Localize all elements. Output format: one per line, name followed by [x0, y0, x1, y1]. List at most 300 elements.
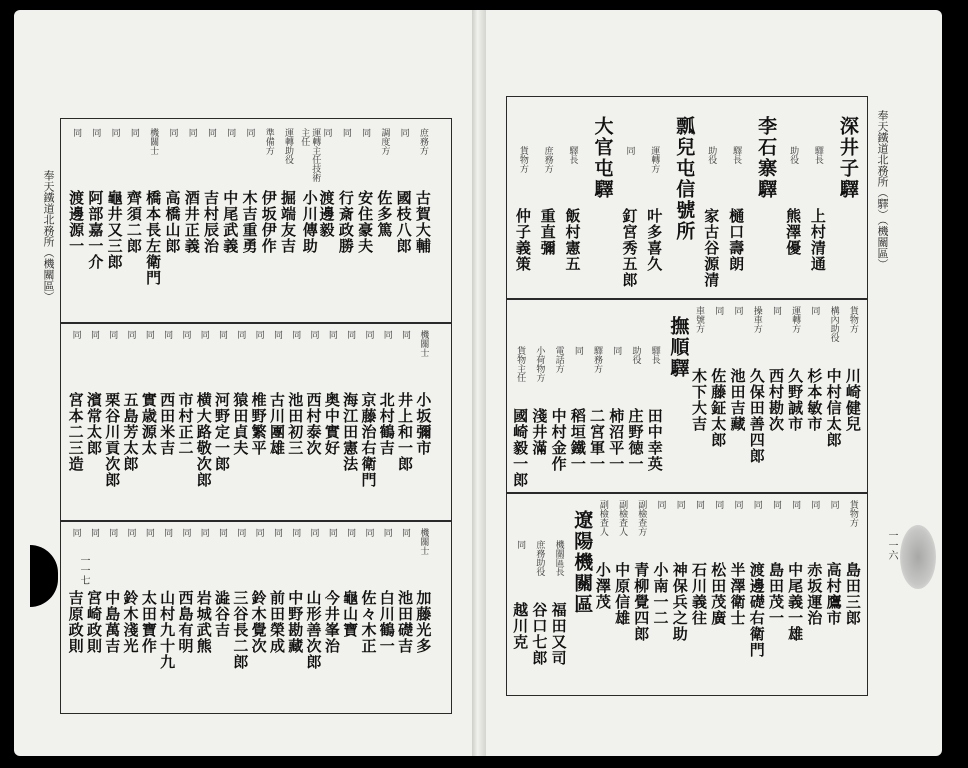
directory-entry [767, 500, 784, 626]
entry-name: 仲子義策 [513, 208, 532, 272]
right-section-divider-1 [506, 298, 868, 300]
entry-name: 池田初三 [286, 392, 305, 456]
entry-title: 副檢査人 [617, 500, 628, 536]
entry-title: 運轉助役 [283, 128, 294, 164]
directory-entry [86, 128, 103, 270]
entry-title: 同 [180, 528, 191, 537]
entry-name: 古川團雄 [267, 392, 286, 456]
directory-entry [414, 128, 431, 254]
entry-title: 同 [162, 528, 173, 537]
directory-entry [286, 330, 303, 456]
directory-entry [241, 128, 258, 254]
entry-name: 猿田貞夫 [231, 392, 250, 456]
entry-name: 安住豪夫 [356, 190, 375, 254]
entry-title: 助役 [630, 346, 641, 364]
entry-title: 同 [345, 528, 356, 537]
entry-title: 同 [107, 330, 118, 339]
entry-title: 驛長 [731, 146, 742, 164]
entry-name: 前田榮成 [267, 590, 286, 654]
entry-title: 構內助役 [828, 306, 839, 342]
entry-name: 熊澤優 [784, 208, 803, 256]
entry-name: 三谷長二郎 [231, 590, 250, 670]
entry-name: 行斎政勝 [336, 190, 355, 254]
directory-entry [140, 330, 157, 456]
directory-entry [195, 528, 212, 654]
directory-entry [844, 306, 861, 432]
entry-title: 貨物方 [517, 146, 528, 173]
entry-name: 半澤衛士 [728, 562, 747, 626]
directory-entry [728, 306, 745, 432]
directory-entry [632, 500, 649, 642]
entry-name: 井上和一郎 [396, 392, 415, 472]
entry-name: 石川義往 [690, 562, 708, 626]
directory-entry [122, 528, 139, 654]
entry-name: 久保田善四郎 [747, 368, 766, 464]
entry-name: 樋口壽朗 [727, 208, 746, 272]
directory-entry [594, 500, 611, 610]
entry-name: 宮本二三造 [66, 392, 85, 472]
entry-title: 同 [290, 528, 301, 537]
entry-title: 同 [515, 540, 526, 549]
directory-entry [786, 500, 803, 642]
directory-entry [176, 528, 193, 654]
entry-title: 同 [180, 330, 191, 339]
directory-entry [125, 128, 142, 254]
entry-name: 赤坂運治 [805, 562, 824, 626]
entry-title: 同 [271, 528, 282, 537]
entry-name: 佐々木正 [359, 590, 378, 654]
entry-title: 同 [235, 528, 246, 537]
directory-entry [414, 330, 431, 456]
directory-entry [122, 330, 139, 472]
entry-name: 渡邊毅 [317, 190, 336, 238]
directory-entry [514, 146, 531, 272]
entry-title: 同 [271, 330, 282, 339]
entry-title: 同 [125, 330, 136, 339]
entry-title: 同 [70, 528, 81, 537]
directory-entry [341, 330, 358, 472]
entry-title: 同 [400, 528, 411, 537]
entry-title: 機關區長 [553, 540, 564, 576]
entry-name: 加藤光多 [414, 590, 433, 654]
entry-name: 橋本長左衛門 [144, 190, 163, 286]
page-stain [900, 525, 936, 589]
entry-title: 副檢查方 [636, 500, 647, 536]
entry-name: 飯村憲五 [563, 208, 582, 272]
entry-name: 中尾義一雄 [786, 562, 805, 642]
entry-title: 同 [186, 128, 197, 137]
directory-entry [231, 330, 248, 456]
entry-name: 柿沼平一 [607, 408, 626, 472]
directory-entry [396, 330, 413, 472]
entry-title: 機關士 [418, 330, 429, 357]
entry-title: 同 [809, 500, 820, 509]
entry-title: 同 [770, 500, 781, 509]
entry-title: 車號方 [694, 306, 704, 333]
entry-title: 同 [624, 146, 635, 155]
entry-title: 同 [205, 128, 216, 137]
directory-entry [144, 128, 161, 286]
entry-name: 中原信雄 [613, 562, 632, 626]
directory-entry [356, 128, 373, 254]
entry-name: 叶多喜久 [645, 208, 664, 272]
entry-name: 谷口七郎 [530, 602, 549, 666]
directory-entry [250, 330, 267, 456]
directory-entry [268, 330, 285, 456]
entry-name: 椎野繁平 [249, 392, 268, 456]
entry-title: 準備方 [263, 128, 274, 155]
entry-name: 酒井正義 [182, 190, 201, 254]
entry-name: 中尾武義 [221, 190, 240, 254]
entry-name: 神保兵之助 [670, 562, 689, 642]
entry-name: 上村清通 [808, 208, 827, 272]
entry-name: 國枝八郎 [394, 190, 413, 254]
directory-entry [805, 500, 822, 626]
directory-entry [805, 306, 822, 432]
station-heading: 撫順驛 [667, 316, 690, 379]
entry-title: 同 [732, 306, 743, 315]
directory-entry [550, 346, 567, 472]
left-page-number: 一一七 [78, 555, 89, 585]
directory-entry [106, 128, 123, 270]
entry-name: 池田礎吉 [396, 590, 415, 654]
entry-name: 杉本敏市 [805, 368, 824, 432]
entry-title: 同 [128, 128, 139, 137]
directory-entry [825, 306, 842, 448]
entry-title: 同 [674, 500, 685, 509]
directory-entry [260, 128, 277, 254]
directory-entry [748, 306, 765, 464]
entry-name: 中島萬吉 [103, 590, 122, 654]
entry-name: 澁谷吉 [213, 590, 232, 638]
entry-title: 同 [809, 306, 820, 315]
directory-entry [305, 330, 322, 456]
directory-entry [103, 330, 120, 488]
directory-entry [702, 146, 719, 288]
directory-entry [85, 330, 102, 456]
directory-entry [298, 128, 320, 254]
directory-entry [767, 306, 784, 432]
left-header-text: 奉天鐵道北務所 [42, 170, 55, 247]
entry-title: 同 [381, 330, 392, 339]
directory-entry [588, 346, 605, 472]
entry-title: 同 [198, 528, 209, 537]
directory-entry [103, 528, 120, 654]
entry-name: 青柳覺四郎 [632, 562, 651, 642]
entry-title: 同 [363, 330, 374, 339]
entry-name: 川崎健兒 [843, 368, 862, 432]
entry-title: 庶務助役 [534, 540, 545, 576]
entry-title: 同 [217, 528, 228, 537]
entry-name: 木下大吉 [690, 368, 708, 432]
directory-entry [341, 528, 358, 638]
entry-name: 松田茂廣 [709, 562, 728, 626]
directory-entry [396, 528, 413, 654]
directory-entry [395, 128, 412, 254]
entry-name: 鈴木覺次 [249, 590, 268, 654]
directory-entry [140, 528, 157, 654]
entry-title: 同 [143, 330, 154, 339]
entry-title: 同 [751, 500, 762, 509]
entry-title: 同 [360, 128, 371, 137]
directory-entry [620, 146, 637, 288]
entry-title: 同 [290, 330, 301, 339]
directory-entry [67, 330, 84, 472]
entry-name: 龜山寶 [341, 590, 360, 638]
entry-title: 機關士 [148, 128, 159, 155]
entry-name: 白川鶴一 [377, 590, 396, 654]
entry-title: 同 [225, 128, 236, 137]
directory-entry [202, 128, 219, 254]
entry-title: 同 [244, 128, 255, 137]
directory-entry [279, 128, 296, 254]
directory-entry [158, 330, 175, 456]
directory-entry [563, 146, 580, 272]
entry-name: 實歳源太 [139, 392, 158, 456]
entry-name: 渡邊源一 [67, 190, 86, 254]
entry-title: 同 [611, 346, 622, 355]
directory-entry [323, 528, 340, 654]
entry-title: 同 [167, 128, 178, 137]
directory-entry [844, 500, 861, 626]
entry-name: 今井峯治 [322, 590, 341, 654]
entry-title: 同 [398, 128, 409, 137]
entry-name: 淺井滿 [530, 408, 549, 456]
right-header-text: 奉天鐵道北務所 [876, 110, 889, 187]
entry-title: 同 [572, 346, 583, 355]
entry-name: 鈴木淺光 [121, 590, 140, 654]
directory-entry [690, 306, 707, 432]
entry-title: 同 [732, 500, 743, 509]
entry-name: 奥中實好 [322, 392, 341, 456]
entry-title: 同 [400, 330, 411, 339]
directory-entry [809, 146, 826, 272]
entry-name: 小南一二 [651, 562, 670, 626]
entry-name: 重直彌 [538, 208, 557, 256]
entry-name: 久野誠市 [786, 368, 805, 432]
station-heading: 遼陽機關區 [571, 510, 594, 615]
directory-entry [627, 346, 644, 472]
station-heading: 深井子驛 [836, 116, 859, 200]
entry-name: 山形善次郎 [304, 590, 323, 670]
entry-name: 阿部嘉一介 [86, 190, 105, 270]
directory-entry [511, 540, 528, 650]
entry-title: 同 [655, 500, 666, 509]
entry-name: 伊坂伊作 [259, 190, 278, 254]
directory-entry [337, 128, 354, 254]
directory-entry [690, 500, 707, 626]
entry-name: 吉原政則 [66, 590, 85, 654]
entry-name: 太田寶作 [139, 590, 158, 654]
directory-entry [825, 500, 842, 626]
entry-name: 古賀大輔 [413, 190, 432, 254]
entry-name: 田中幸英 [645, 408, 664, 472]
directory-entry [85, 528, 102, 654]
entry-name: 釘宮秀五郎 [620, 208, 639, 288]
directory-entry [530, 346, 547, 456]
entry-name: 庄野徳一 [626, 408, 645, 472]
entry-title: 驛長 [649, 346, 660, 364]
entry-name: 福田又司 [549, 602, 568, 666]
entry-name: 濱常太郎 [84, 392, 103, 456]
entry-title: 運轉方 [790, 306, 801, 333]
entry-title: 驛長 [567, 146, 578, 164]
entry-title: 驛務方 [592, 346, 603, 373]
directory-entry [323, 330, 340, 456]
directory-entry [268, 528, 285, 654]
entry-name: 高村鷹市 [824, 562, 843, 626]
entry-title: 同 [162, 330, 173, 339]
entry-title: 同 [70, 330, 81, 339]
entry-title: 電話方 [553, 346, 564, 373]
entry-name: 岩城武熊 [194, 590, 213, 654]
directory-entry [305, 528, 322, 670]
entry-name: 國崎毅一郎 [511, 408, 530, 488]
entry-title: 同 [308, 330, 319, 339]
entry-name: 島田三郎 [843, 562, 862, 626]
directory-entry [67, 528, 84, 654]
directory-entry [748, 500, 765, 658]
entry-name: 二宮軍一 [588, 408, 607, 472]
directory-entry [378, 528, 395, 654]
entry-title: 助役 [706, 146, 717, 164]
entry-title: 同 [235, 330, 246, 339]
directory-entry [250, 528, 267, 654]
entry-name: 山村九十九 [158, 590, 177, 670]
right-running-header [874, 110, 890, 270]
entry-name: 西村泰次 [304, 392, 323, 456]
station-heading: 李石寨驛 [755, 116, 778, 200]
entry-title: 同 [143, 528, 154, 537]
directory-entry [286, 528, 303, 654]
entry-name: 河野定一郎 [213, 392, 232, 472]
directory-entry [607, 346, 624, 472]
entry-title: 同 [326, 528, 337, 537]
entry-title: 貨物主任 [515, 346, 526, 382]
directory-entry [646, 346, 663, 472]
directory-entry [784, 146, 801, 256]
entry-name: 市村正二 [176, 392, 195, 456]
entry-title: 同 [253, 528, 264, 537]
left-header-note: （機關區） [42, 247, 55, 302]
entry-name: 渡邊礎右衛門 [747, 562, 766, 658]
entry-name: 栗谷川貢次郎 [103, 392, 122, 488]
station-heading: 瓢兒屯信號所 [673, 116, 696, 242]
entry-name: 掘端友吉 [279, 190, 298, 254]
station-heading: 大官屯驛 [591, 116, 614, 200]
entry-name: 宮崎政則 [84, 590, 103, 654]
entry-title: 小荷物方 [534, 346, 545, 382]
directory-entry [183, 128, 200, 254]
entry-title: 副檢査人 [597, 500, 608, 536]
directory-entry [359, 528, 376, 654]
entry-name: 稻垣鐵一 [568, 408, 587, 472]
directory-entry [213, 330, 230, 472]
entry-title: 同 [713, 306, 724, 315]
entry-title: 同 [770, 306, 781, 315]
entry-name: 西村勘次 [766, 368, 785, 432]
entry-title: 庶務方 [417, 128, 428, 155]
entry-name: 小坂彌市 [414, 392, 433, 456]
entry-title: 同 [107, 528, 118, 537]
entry-name: 西島有明 [176, 590, 195, 654]
directory-entry [550, 540, 567, 666]
entry-title: 同 [217, 330, 228, 339]
entry-name: 西田米吉 [158, 392, 177, 456]
entry-title: 同 [321, 128, 332, 137]
entry-title: 庶務方 [542, 146, 553, 173]
entry-title: 驛長 [812, 146, 823, 164]
directory-entry [728, 500, 745, 626]
directory-entry [569, 346, 586, 472]
directory-entry [359, 330, 376, 488]
directory-entry [727, 146, 744, 272]
left-running-header [40, 170, 56, 302]
entry-name: 吉村辰治 [201, 190, 220, 254]
entry-name: 池田吉藏 [728, 368, 747, 432]
directory-entry [671, 500, 688, 642]
entry-title: 同 [828, 500, 839, 509]
entry-title: 同 [326, 330, 337, 339]
directory-entry [213, 528, 230, 638]
entry-title: 同 [88, 330, 99, 339]
directory-entry [414, 528, 431, 654]
book-spine [472, 10, 486, 756]
entry-title: 貨物方 [847, 306, 858, 333]
entry-name: 越川克 [511, 602, 530, 650]
entry-name: 木吉重勇 [240, 190, 259, 254]
entry-name: 高橋山郎 [163, 190, 182, 254]
directory-entry [539, 146, 556, 256]
directory-entry [709, 306, 726, 448]
right-page-number: 一一六 [886, 530, 897, 560]
entry-title: 同 [790, 500, 801, 509]
entry-title: 機關士 [418, 528, 429, 555]
entry-title: 同 [363, 528, 374, 537]
entry-name: 龜井又三郎 [105, 190, 124, 270]
directory-entry [375, 128, 392, 238]
entry-title: 同 [345, 330, 356, 339]
entry-title: 同 [713, 500, 724, 509]
directory-entry [652, 500, 669, 626]
entry-title: 貨物方 [847, 500, 858, 527]
entry-title: 同 [125, 528, 136, 537]
directory-entry [176, 330, 193, 456]
directory-entry [786, 306, 803, 432]
directory-entry [163, 128, 180, 254]
entry-title: 同 [694, 500, 704, 509]
entry-name: 島田茂一 [766, 562, 785, 626]
entry-title: 同 [340, 128, 351, 137]
entry-title: 同 [381, 528, 392, 537]
entry-name: 小川傳助 [300, 190, 319, 254]
entry-name: 佐藤鉦太郎 [709, 368, 728, 448]
directory-entry [158, 528, 175, 670]
entry-name: 家古谷源清 [702, 208, 721, 288]
left-section-divider-2 [60, 520, 452, 522]
entry-name: 五島芳太郎 [121, 392, 140, 472]
entry-title: 同 [71, 128, 82, 137]
entry-name: 小澤茂 [593, 562, 612, 610]
entry-name: 中野勘藏 [286, 590, 305, 654]
entry-name: 中村金作 [549, 408, 568, 472]
directory-entry [195, 330, 212, 488]
entry-title: 運轉主任技術主任 [299, 128, 321, 182]
entry-name: 北村鶴吉 [377, 392, 396, 456]
entry-title: 同 [253, 330, 264, 339]
entry-title: 運轉方 [649, 146, 660, 173]
directory-entry [221, 128, 238, 254]
